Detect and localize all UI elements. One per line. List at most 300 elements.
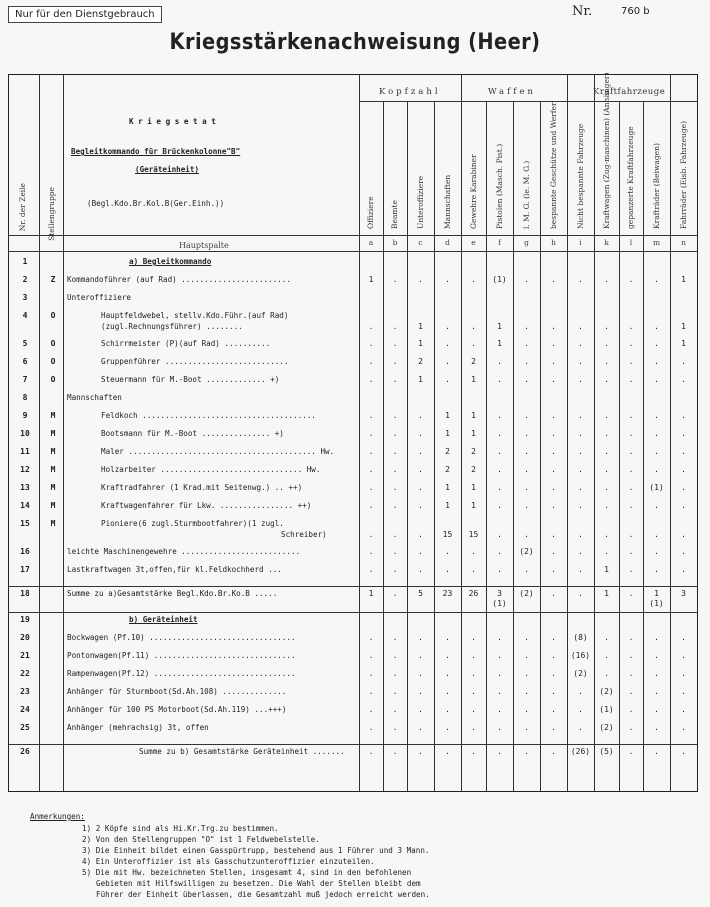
row-value: . [604,357,609,366]
row-description: Summe zu a)Gesamtstärke Begl.Kdo.Br.Ko.B ..... [67,589,278,598]
remark-item: Gebieten mit Hilfswilligen zu besetzen. Die Wahl der Stellen bleibt dem [96,879,421,888]
column-letter: f [498,238,501,247]
row-value: (2) [599,723,614,732]
row-description: a) Begleitkommando [129,257,212,266]
row-value: . [392,651,398,660]
row-value: . [471,565,476,574]
row-value: . [551,723,556,732]
remark-item: 4) Ein Unteroffizier ist als Gasschutzunteroffizier einzuteilen. [82,857,375,866]
row-value: . [497,747,502,756]
row-value: . [578,723,583,732]
header-hauptspalte: Hauptspalte [179,241,229,250]
row-value: . [471,747,476,756]
row-value: . [392,275,398,284]
row-description: Mannschaften [67,393,122,402]
row-value: . [368,687,374,696]
row-description: Bootsmann für M.-Boot ............... +) [101,429,284,438]
row-value: . [628,411,634,420]
row-value: . [418,501,423,510]
column-letter: d [445,238,450,247]
row-value: . [418,447,423,456]
row-stellengruppe: O [50,339,56,348]
row-value: . [524,483,529,492]
row-value: . [551,565,556,574]
row-value: . [392,565,398,574]
row-value: . [654,501,659,510]
remark-item: 2) Von den Stellengruppen "O" ist 1 Feldwebelstelle. [82,835,320,844]
row-value: . [681,501,686,510]
row-value: . [497,357,502,366]
row-value: . [681,705,686,714]
row-value: . [392,705,398,714]
row-value: 1 [445,483,450,492]
row-description: Summe zu b) Gesamtstärke Geräteinheit ....... [139,747,345,756]
row-value: . [654,651,659,660]
row-description: Kraftwagenfahrer für Lkw. ................ ++) [101,501,312,510]
row-value: . [524,723,529,732]
row-value: . [368,411,374,420]
row-value: . [628,275,634,284]
row-value: (2) [599,687,614,696]
row-value: (26) [570,747,591,756]
column-header: Beamte [390,200,399,229]
summary-separator [9,744,697,745]
row-value: . [418,565,423,574]
row-value: . [471,339,476,348]
row-subvalue: (1) [492,599,507,608]
column-letter: k [604,238,609,247]
row-value: . [418,705,423,714]
row-value: . [392,589,398,598]
row-stellengruppe: M [50,447,56,456]
row-description: Lastkraftwagen 3t,offen,für kl.Feldkochherd ... [67,565,282,574]
row-value: . [497,565,502,574]
row-value: . [418,483,423,492]
row-value: . [578,429,583,438]
row-value: 1 [654,589,659,598]
row-value: 1 [471,483,476,492]
row-value: . [524,565,529,574]
row-value: . [497,465,502,474]
row-value: . [392,465,398,474]
row-value: . [551,530,556,539]
restriction-stamp: Nur für den Dienstgebrauch [8,6,162,23]
row-value: . [392,669,398,678]
row-value: (1) [649,483,664,492]
row-value: 5 [418,589,423,598]
row-value: . [628,651,634,660]
row-description: b) Geräteinheit [129,615,198,624]
row-value: . [418,530,423,539]
header-bottom-line [9,235,697,236]
row-value: . [628,375,634,384]
row-value: . [578,375,583,384]
row-value: . [524,429,529,438]
row-value: . [524,339,529,348]
row-value: . [471,633,476,642]
row-value: 1 [497,339,502,348]
row-value: (16) [570,651,591,660]
row-value: . [551,375,556,384]
row-value: . [551,705,556,714]
row-value: . [578,447,583,456]
row-value: . [654,705,659,714]
row-value: . [578,565,583,574]
row-value: . [471,669,476,678]
row-value: . [604,530,609,539]
row-value: . [392,375,398,384]
unit-subtitle: (Geräteinheit) [135,165,200,174]
row-value: 1 [445,429,450,438]
row-number: 7 [22,375,28,384]
row-value: . [392,687,398,696]
row-value: . [497,411,502,420]
row-value: . [604,275,609,284]
row-value: . [471,651,476,660]
column-letter: n [681,238,686,247]
row-value: (1) [599,705,614,714]
row-value: 1 [471,501,476,510]
row-number: 8 [22,393,28,402]
row-value: . [681,447,686,456]
row-description: Hauptfeldwebel, stellv.Kdo.Führ.(auf Rad) [101,311,289,320]
row-value: . [578,589,583,598]
row-value: . [392,530,398,539]
row-value: 1 [604,589,609,598]
row-value: . [551,547,556,556]
row-value: 2 [471,465,476,474]
column-letter: b [392,238,398,247]
row-value: (5) [599,747,614,756]
column-header: Unteroffiziere [415,175,425,229]
row-number: 21 [20,651,30,660]
group-divider [594,75,595,101]
row-number: 11 [20,447,30,456]
row-value: 2 [418,357,423,366]
row-value: 1 [418,322,423,331]
row-value: . [418,429,423,438]
row-value: 2 [471,447,476,456]
row-value: . [604,322,609,331]
row-number: 23 [20,687,30,696]
row-value: . [628,322,634,331]
row-value: . [628,747,634,756]
row-value: . [681,651,686,660]
row-value: 15 [468,530,479,539]
column-header: Fahrräder (Eisb. Fahrzeuge) [678,120,688,229]
row-value: . [654,322,659,331]
row-value: . [681,565,686,574]
row-value: . [654,565,659,574]
row-value: 1 [418,375,423,384]
row-value: 2 [471,357,476,366]
column-letter: g [524,238,529,247]
column-letter: a [368,238,374,247]
row-value: . [551,501,556,510]
row-description: Maler ......................................... Hw. [101,447,335,456]
row-value: . [604,669,609,678]
row-value: . [604,501,609,510]
row-number: 14 [20,501,30,510]
row-value: . [578,275,583,284]
row-value: . [418,633,423,642]
row-value: . [654,669,659,678]
row-value: . [628,565,634,574]
row-value: . [654,465,659,474]
row-value: . [654,633,659,642]
row-value: . [497,723,502,732]
row-value: 3 [497,589,502,598]
row-value: 1 [681,339,686,348]
row-value: . [628,530,634,539]
row-value: . [368,357,374,366]
row-value: . [524,747,529,756]
row-value: . [578,322,583,331]
row-value: . [418,411,423,420]
row-stellengruppe: O [50,357,56,366]
row-value: . [551,483,556,492]
row-value: . [681,669,686,678]
row-value: . [654,530,659,539]
letters-bottom-line [9,251,697,252]
remark-item: Führer der Einheit überlassen, die Gesamtzahl muß jedoch erreicht werden. [96,890,430,899]
row-value: . [628,589,634,598]
row-value: . [628,547,634,556]
row-value: . [497,483,502,492]
row-value: . [471,275,476,284]
group-divider [461,75,462,101]
row-value: . [418,465,423,474]
row-value: . [392,723,398,732]
row-description: Anhänger für 100 PS Motorboot(Sd.Ah.119) ...+++) [67,705,287,714]
row-number: 10 [20,429,30,438]
row-value: . [368,322,374,331]
column-letter: e [471,238,476,247]
row-value: . [654,547,659,556]
group-waffen: Waffen [488,87,536,97]
row-value: 1 [681,275,686,284]
row-value: . [551,322,556,331]
row-value: . [418,275,423,284]
row-value: . [604,465,609,474]
row-stellengruppe: M [50,519,56,528]
row-value: . [497,669,502,678]
row-value: . [524,705,529,714]
document-title: Kriegsstärkenachweisung (Heer) [169,30,541,55]
row-value: 3 [681,589,686,598]
row-value: . [604,633,609,642]
row-value: . [628,669,634,678]
row-value: . [551,465,556,474]
row-value: . [681,357,686,366]
row-stellengruppe: Z [50,275,56,284]
row-value: . [445,633,450,642]
row-value: . [418,723,423,732]
row-number: 16 [20,547,30,556]
column-header: Nicht bespannte Fahrzeuge [575,123,585,229]
row-value: . [418,687,423,696]
row-value: . [551,747,556,756]
row-value: . [368,547,374,556]
row-number: 25 [20,723,30,732]
row-value: . [524,322,529,331]
row-value: . [497,375,502,384]
row-value: . [628,357,634,366]
document-number-label: Nr. [572,4,593,19]
row-value: . [368,669,374,678]
row-value: . [551,339,556,348]
row-number: 22 [20,669,30,678]
row-value: . [445,723,450,732]
unit-name: Begleitkommando für Brückenkolonne"B" [71,147,241,156]
row-value: . [628,465,634,474]
row-value: . [471,723,476,732]
row-value: . [578,547,583,556]
row-value: . [628,501,634,510]
row-value: . [628,705,634,714]
row-description: Holzarbeiter ............................... Hw. [101,465,321,474]
row-value: . [392,322,398,331]
row-value: . [524,375,529,384]
row-value: . [471,547,476,556]
row-description: Schirrmeister (P)(auf Rad) .......... [101,339,271,348]
row-description: Gruppenführer ........................... [101,357,289,366]
group-kraftfahrzeuge: Kraftfahrzeuge [593,87,666,97]
row-value: . [471,322,476,331]
row-value: . [497,687,502,696]
row-value: . [497,705,502,714]
row-value: . [551,357,556,366]
row-value: 1 [445,411,450,420]
row-value: . [654,429,659,438]
row-value: . [368,375,374,384]
row-value: . [654,687,659,696]
row-value: . [551,651,556,660]
column-letter: m [652,238,661,247]
row-value: . [628,339,634,348]
row-description: Rampenwagen(Pf.12) ............................... [67,669,296,678]
row-value: . [445,375,450,384]
row-number: 20 [20,633,30,642]
column-header: Offiziere [366,196,375,229]
row-value: 1 [418,339,423,348]
row-value: . [497,447,502,456]
row-value: 1 [471,429,476,438]
row-number: 26 [20,747,30,756]
row-value: . [392,747,398,756]
row-value: . [524,687,529,696]
row-value: 1 [681,322,686,331]
row-value: . [604,447,609,456]
row-value: . [497,429,502,438]
row-number: 19 [20,615,30,624]
group-kopfzahl: Kopfzahl [379,87,441,97]
row-value: . [604,339,609,348]
row-description-continued: Schreiber) [281,530,327,539]
row-value: . [578,687,583,696]
row-value: . [654,357,659,366]
row-value: . [392,411,398,420]
row-value: . [392,429,398,438]
row-value: . [681,723,686,732]
row-value: . [551,411,556,420]
row-value: . [445,669,450,678]
row-number: 4 [22,311,28,320]
row-value: . [392,357,398,366]
row-value: 1 [471,411,476,420]
row-value: . [654,375,659,384]
row-value: 1 [471,375,476,384]
row-value: 23 [442,589,453,598]
row-value: 26 [468,589,479,598]
row-value: . [445,357,450,366]
column-header: gepanzerte Kraftfahrzeuge [626,126,635,229]
row-value: . [445,705,450,714]
row-value: . [551,687,556,696]
row-value: . [392,501,398,510]
row-value: . [578,705,583,714]
row-value: . [628,483,634,492]
row-value: . [497,633,502,642]
row-value: . [524,633,529,642]
row-number: 13 [20,483,30,492]
row-value: . [654,275,659,284]
row-value: (8) [573,633,588,642]
row-value: . [681,411,686,420]
row-value: . [628,429,634,438]
row-number: 18 [20,589,30,598]
row-description-continued: (zugl.Rechnungsführer) ........ [101,322,243,331]
row-value: . [681,687,686,696]
row-value: . [524,357,529,366]
remark-item: 5) Die mit Hw. bezeichneten Stellen, insgesamt 4, sind in den befohlenen [82,868,412,877]
group-divider [670,75,671,101]
row-value: . [578,501,583,510]
row-number: 12 [20,465,30,474]
row-value: 2 [445,447,450,456]
row-value: . [445,547,450,556]
row-value: . [368,530,374,539]
column-header: bespannte Geschütze und Werfer [548,102,558,229]
row-value: (2) [573,669,588,678]
row-value: . [471,705,476,714]
column-header: l. M. G. (le. M. G.) [521,160,531,229]
row-subvalue: (1) [649,599,664,608]
row-value: . [368,483,374,492]
strength-table [8,74,698,792]
row-value: 15 [442,530,453,539]
row-value: 1 [368,275,374,284]
row-value: . [445,651,450,660]
row-description: leichte Maschinengewehre .......................... [67,547,301,556]
row-description: Anhänger (mehrachsig) 3t, offen [67,723,209,732]
row-value: . [392,633,398,642]
row-description: Steuermann für M.-Boot ............. +) [101,375,280,384]
column-letter: h [551,238,556,247]
row-value: . [445,565,450,574]
row-number: 5 [22,339,28,348]
row-value: . [368,565,374,574]
row-value: 2 [445,465,450,474]
row-stellengruppe: O [50,375,56,384]
row-value: . [497,547,502,556]
row-value: . [368,651,374,660]
row-value: . [578,530,583,539]
unit-abbreviation: (Begl.Kdo.Br.Kol.B(Ger.Einh.)) [87,199,225,208]
row-description: Bockwagen (Pf.10) ................................ [67,633,296,642]
row-value: . [654,447,659,456]
row-value: 1 [604,565,609,574]
